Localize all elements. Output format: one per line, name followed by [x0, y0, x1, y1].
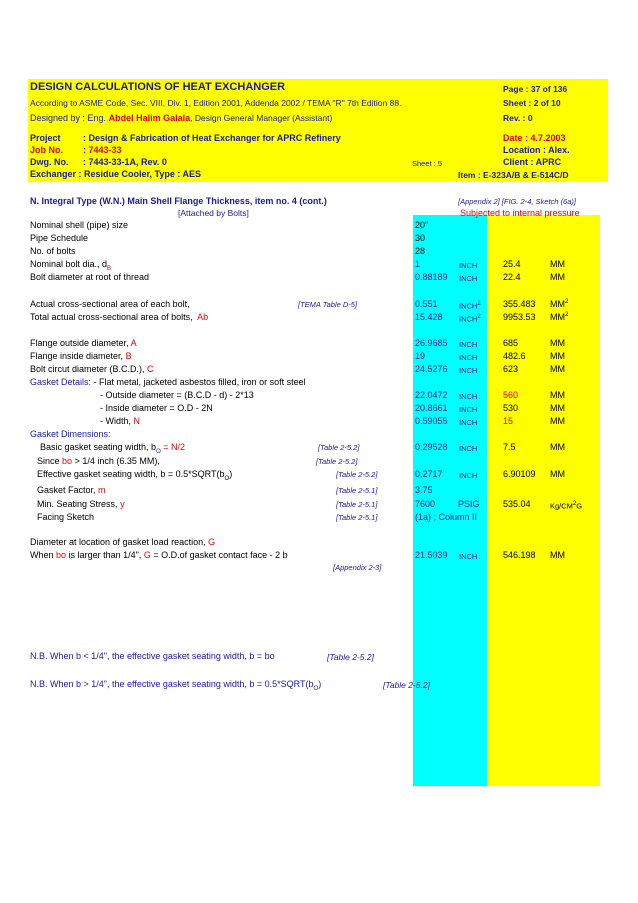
- superscript: 2: [565, 299, 569, 305]
- label-text: Flange outside diameter,: [30, 338, 129, 348]
- value-no-of-bolts: 28: [415, 246, 426, 256]
- value-flange-od-mm: 685: [503, 338, 519, 348]
- gasket-details: [30, 377, 306, 387]
- value-gasket-width-inch: 0.59055: [415, 416, 448, 426]
- unit-mm: MM: [550, 259, 565, 269]
- symbol: bo: [56, 550, 67, 560]
- symbol: C: [147, 364, 154, 374]
- dwg-label: Dwg. No.: [30, 157, 69, 167]
- code-reference: According to ASME Code, Sec. VIII, Div. 1, Edition 2001, Addenda 2002 / TEMA "R" 7th Edition 88.: [30, 98, 402, 108]
- unit-mm: MM: [550, 338, 565, 348]
- value-gasket-factor: 3.75: [415, 485, 433, 495]
- ref-table-2-5-2: [Table 2-5.2]: [336, 470, 378, 479]
- subscript: B: [107, 265, 112, 272]
- unit-suffix: G: [576, 501, 583, 511]
- unit-text: INCH: [459, 301, 478, 311]
- designer-name: Abdel Halim Galala: [108, 113, 191, 123]
- superscript: 2: [477, 314, 481, 320]
- label-gasket-width: [100, 416, 140, 426]
- label-bcd: [30, 364, 154, 374]
- unit-inch: INCH: [459, 366, 478, 375]
- ref-appendix-2-3: [Appendix 2-3]: [333, 563, 382, 572]
- note-b-less-than: N.B. When b < 1/4", the effective gasket seating width, b = bo: [30, 651, 275, 661]
- value-flange-id-inch: 19: [415, 351, 426, 361]
- unit-mm2: [550, 312, 568, 322]
- unit-inch: INCH: [459, 340, 478, 349]
- value-bcd-inch: 24.5276: [415, 364, 448, 374]
- gasket-details-label: Gasket Details:: [30, 377, 92, 387]
- label-text: Flange inside diameter,: [30, 351, 124, 361]
- label-nominal-shell-size: Nominal shell (pipe) size: [30, 220, 129, 230]
- value-flange-od-inch: 26.9685: [415, 338, 448, 348]
- value-facing-sketch: (1a) ; Column II: [415, 512, 478, 522]
- closing-paren: ): [229, 469, 233, 479]
- value-total-area-mm: 9953.53: [503, 312, 536, 322]
- unit-mm2: [550, 299, 568, 309]
- subscript: O: [224, 475, 230, 482]
- value-gasket-id-inch: 20.8661: [415, 403, 448, 413]
- revision: Rev. : 0: [503, 113, 533, 123]
- value-flange-id-mm: 482.6: [503, 351, 526, 361]
- designed-by: [30, 113, 332, 123]
- label-effective-seating-width: [37, 469, 232, 482]
- unit-mm: MM: [550, 390, 565, 400]
- label-no-of-bolts: No. of bolts: [30, 246, 76, 256]
- label-text: Total actual cross-sectional area of bolts,: [30, 312, 193, 322]
- ref-table-2-5-1: [Table 2-5.1]: [336, 513, 378, 522]
- unit-inch: INCH: [459, 444, 478, 453]
- note-ref-table-2-5-2: [Table 2-5.2]: [383, 680, 430, 690]
- dwg-value: : 7443-33-1A, Rev. 0: [83, 157, 167, 167]
- unit-mm: MM: [550, 351, 565, 361]
- label-rest: > 1/4 inch (6.35 MM),: [74, 456, 160, 466]
- symbol: y: [120, 499, 125, 509]
- ref-tema-d5: [TEMA Table D-5]: [298, 300, 358, 309]
- ref-table-2-5-1: [Table 2-5.1]: [336, 500, 378, 509]
- symbol-g: G: [143, 550, 151, 560]
- symbol: B: [125, 351, 132, 361]
- value-bolt-area-inch: 0.551: [415, 299, 438, 309]
- value-bolt-dia-mm: 25.4: [503, 259, 521, 269]
- label-text: When: [30, 550, 54, 560]
- superscript: 2: [565, 312, 569, 318]
- label-text: Gasket Factor,: [37, 485, 96, 495]
- label-gasket-id: - Inside diameter = O.D - 2N: [100, 403, 213, 413]
- symbol: A: [130, 338, 137, 348]
- subjected-to-pressure: Subjected to internal pressure: [460, 208, 580, 218]
- label-text: - Width,: [100, 416, 132, 426]
- location: Location : Alex.: [503, 145, 570, 155]
- label-rest: is larger than 1/4",: [68, 550, 142, 560]
- value-bo-inch: 0.29528: [415, 442, 448, 452]
- superscript: 2: [572, 501, 577, 507]
- ref-table-2-5-1: [Table 2-5.1]: [336, 486, 378, 495]
- value-gasket-width-mm: 15: [503, 416, 514, 426]
- attached-by-bolts: [Attached by Bolts]: [178, 208, 249, 218]
- unit-inch: INCH: [459, 552, 478, 561]
- job-label: Job No.: [30, 145, 63, 155]
- symbol: bo: [62, 456, 73, 466]
- value-gasket-od-mm: 560: [503, 390, 519, 400]
- gasket-dimensions-label: Gasket Dimensions:: [30, 429, 111, 439]
- unit-inch: INCH: [459, 353, 478, 362]
- unit-text: MM: [550, 312, 565, 322]
- label-facing-sketch: Facing Sketch: [37, 512, 95, 522]
- value-bcd-mm: 623: [503, 364, 519, 374]
- label-since-bo: [37, 456, 160, 466]
- label-rest-2: = O.D.of gasket contact face - 2 b: [153, 550, 288, 560]
- unit-mm: MM: [550, 403, 565, 413]
- ref-table-2-5-2: [Table 2-5.2]: [318, 443, 360, 452]
- label-nominal-bolt-dia: [30, 259, 111, 272]
- sheet-number: Sheet : 2 of 10: [503, 98, 561, 108]
- page-number: Page : 37 of 136: [503, 84, 568, 94]
- job-value: : 7443-33: [83, 145, 122, 155]
- value-seating-stress-psig: 7600: [415, 499, 436, 509]
- unit-mm: MM: [550, 364, 565, 374]
- value-b-mm: 6.90109: [503, 469, 536, 479]
- unit-mm: MM: [550, 442, 565, 452]
- unit-inch: INCH: [459, 274, 478, 283]
- designed-by-label: Designed by : Eng.: [30, 113, 107, 123]
- unit-inch: INCH: [459, 261, 478, 270]
- note-b-greater-than: [30, 679, 321, 692]
- unit-psig: PSIG: [458, 499, 480, 509]
- label-text: Since: [37, 456, 60, 466]
- unit-mm: MM: [550, 272, 565, 282]
- value-nominal-shell-size: 20": [415, 220, 429, 230]
- unit-inch: INCH: [459, 471, 478, 480]
- section-reference: [Appendix 2] [FIG. 2-4, Sketch (6a)]: [458, 197, 576, 206]
- client: Client : APRC: [503, 157, 562, 167]
- label-total-bolt-area: [30, 312, 208, 322]
- project-value: : Design & Fabrication of Heat Exchanger for APRC Refinery: [83, 133, 341, 143]
- date: Date : 4.7.2003: [503, 133, 566, 143]
- label-text: Min. Seating Stress,: [37, 499, 118, 509]
- label-flange-id: [30, 351, 132, 361]
- item-number: Item : E-323A/B & E-514C/D: [458, 170, 569, 180]
- value-g-mm: 546.198: [503, 550, 536, 560]
- symbol: N: [133, 416, 141, 426]
- subscript: O: [156, 448, 161, 455]
- closing-paren: ): [318, 679, 322, 689]
- label-when-bo-larger: [30, 550, 288, 560]
- gasket-details-text: - Flat metal, jacketed asbestos filled, iron or soft steel: [91, 377, 306, 387]
- superscript: 2: [477, 301, 481, 307]
- unit-inch2: [459, 301, 481, 311]
- value-pipe-schedule: 30: [415, 233, 426, 243]
- unit-mm: MM: [550, 416, 565, 426]
- label-flange-od: [30, 338, 137, 348]
- unit-inch: INCH: [459, 392, 478, 401]
- value-bo-mm: 7.5: [503, 442, 516, 452]
- label-gasket-od: - Outside diameter = (B.C.D - d) - 2*13: [100, 390, 254, 400]
- label-bolt-area: Actual cross-sectional area of each bolt,: [30, 299, 190, 309]
- section-title: N. Integral Type (W.N.) Main Shell Flange Thickness, item no. 4 (cont.): [30, 196, 327, 206]
- unit-mm: MM: [550, 469, 565, 479]
- subscript: O: [313, 685, 319, 692]
- note-ref-table-2-5-2: [Table 2-5.2]: [327, 652, 374, 662]
- symbol: G: [208, 537, 216, 547]
- value-g-inch: 21.5039: [415, 550, 448, 560]
- label-text: Effective gasket seating width, b = 0.5*SQRT(b: [37, 469, 225, 479]
- unit-text: Kg/CM: [550, 501, 573, 511]
- unit-kg-cm2: [550, 501, 582, 511]
- label-gasket-factor: [37, 485, 106, 495]
- equation: = N/2: [160, 442, 186, 452]
- value-b-inch: 0.2717: [415, 469, 443, 479]
- note-text: N.B. When b > 1/4", the effective gasket seating width, b = 0.5*SQRT(b: [30, 679, 314, 689]
- value-total-area-inch: 15.428: [415, 312, 443, 322]
- unit-inch: INCH: [459, 418, 478, 427]
- label-text: Basic gasket seating width, b: [40, 442, 157, 452]
- label-text: Nominal bolt dia., d: [30, 259, 108, 269]
- label-basic-seating-width: [40, 442, 185, 455]
- exchanger: Exchanger : Residue Cooler, Type : AES: [30, 169, 202, 179]
- unit-text: INCH: [459, 314, 478, 324]
- symbol: Ab: [197, 312, 209, 322]
- ref-table-2-5-2: [Table 2-5.2]: [316, 457, 358, 466]
- label-min-seating-stress: [37, 499, 125, 509]
- value-seating-stress-kg: 535.04: [503, 499, 531, 509]
- label-text: Bolt circut diameter (B.C.D.),: [30, 364, 145, 374]
- value-gasket-od-inch: 22.0472: [415, 390, 448, 400]
- value-bolt-dia-inch: 1: [415, 259, 421, 269]
- project-label: Project: [30, 133, 61, 143]
- unit-inch: INCH: [459, 405, 478, 414]
- sheet-small: Sheet : 5: [412, 159, 443, 168]
- label-pipe-schedule: Pipe Schedule: [30, 233, 89, 243]
- label-text: Diameter at location of gasket load reaction,: [30, 537, 206, 547]
- label-bolt-root-dia: Bolt diameter at root of thread: [30, 272, 150, 282]
- value-bolt-area-mm: 355.483: [503, 299, 536, 309]
- value-root-dia-inch: 0.88189: [415, 272, 448, 282]
- unit-inch2: [459, 314, 481, 324]
- label-gasket-load-diameter: [30, 537, 215, 547]
- symbol: m: [98, 485, 106, 495]
- unit-mm: MM: [550, 550, 565, 560]
- designer-role: , Design General Manager (Assistant): [190, 113, 333, 123]
- unit-text: MM: [550, 299, 565, 309]
- value-gasket-id-mm: 530: [503, 403, 519, 413]
- document-title: DESIGN CALCULATIONS OF HEAT EXCHANGER: [30, 81, 286, 93]
- value-root-dia-mm: 22.4: [503, 272, 521, 282]
